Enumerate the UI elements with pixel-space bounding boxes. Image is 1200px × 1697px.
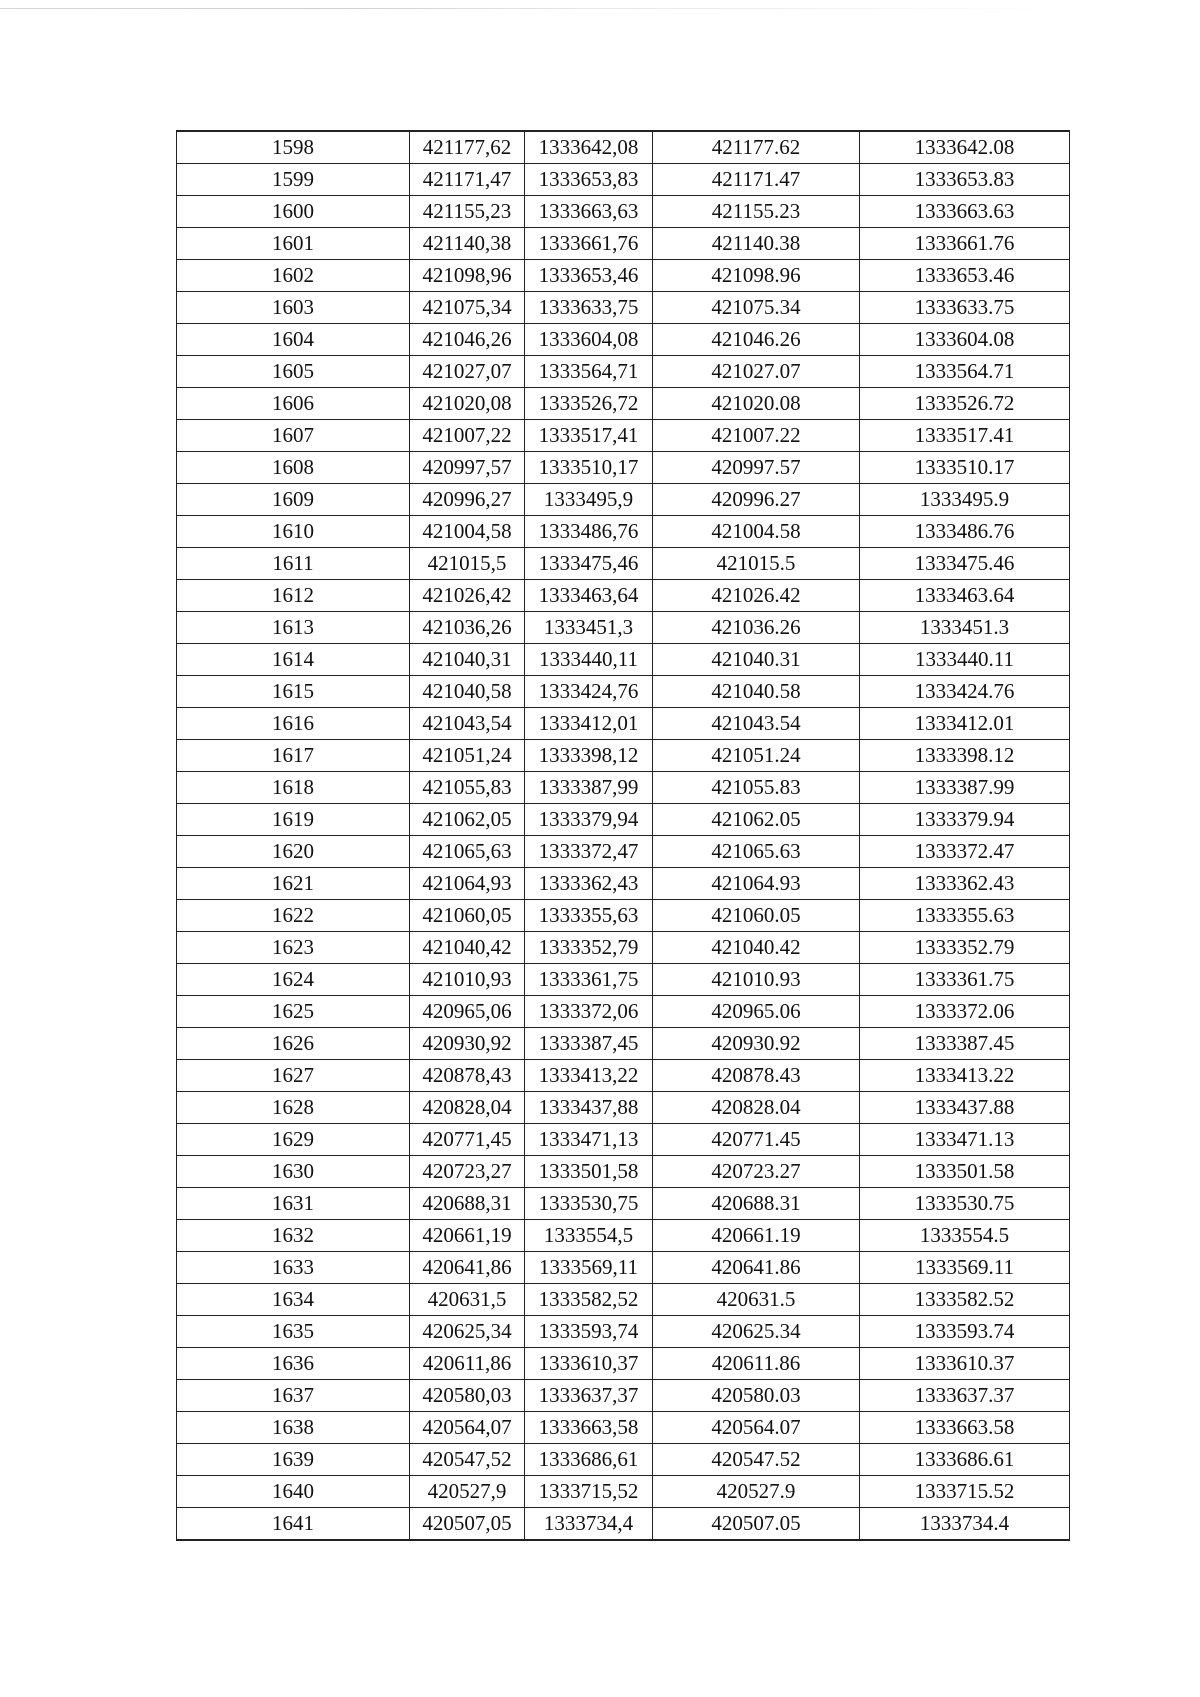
- table-row: [177, 516, 1070, 548]
- x-dot-cell: 421007.22: [653, 420, 860, 452]
- point-number-cell: 1609: [177, 484, 410, 516]
- x-comma-cell: 421155,23: [410, 196, 525, 228]
- x-dot-cell: 420527.9: [653, 1476, 860, 1508]
- y-dot-cell: 1333517.41: [860, 420, 1070, 452]
- y-comma-cell: 1333564,71: [525, 356, 653, 388]
- y-dot-cell: 1333582.52: [860, 1284, 1070, 1316]
- x-dot-cell: 420580.03: [653, 1380, 860, 1412]
- table-row: [177, 612, 1070, 644]
- point-number-cell: 1627: [177, 1060, 410, 1092]
- y-dot-cell: 1333530.75: [860, 1188, 1070, 1220]
- y-dot-cell: 1333501.58: [860, 1156, 1070, 1188]
- table-row: [177, 292, 1070, 324]
- x-comma-cell: 420580,03: [410, 1380, 525, 1412]
- x-dot-cell: 420723.27: [653, 1156, 860, 1188]
- x-dot-cell: 420625.34: [653, 1316, 860, 1348]
- x-comma-cell: 420507,05: [410, 1508, 525, 1541]
- x-comma-cell: 421051,24: [410, 740, 525, 772]
- y-comma-cell: 1333361,75: [525, 964, 653, 996]
- table-row: [177, 644, 1070, 676]
- x-comma-cell: 421046,26: [410, 324, 525, 356]
- table-row: [177, 324, 1070, 356]
- x-comma-cell: 421007,22: [410, 420, 525, 452]
- x-comma-cell: 421040,42: [410, 932, 525, 964]
- y-comma-cell: 1333486,76: [525, 516, 653, 548]
- y-comma-cell: 1333517,41: [525, 420, 653, 452]
- table-row: [177, 548, 1070, 580]
- x-dot-cell: 421075.34: [653, 292, 860, 324]
- y-comma-cell: 1333501,58: [525, 1156, 653, 1188]
- x-dot-cell: 421098.96: [653, 260, 860, 292]
- x-comma-cell: 420996,27: [410, 484, 525, 516]
- x-dot-cell: 421026.42: [653, 580, 860, 612]
- scan-artifact-line: [0, 8, 1060, 9]
- x-dot-cell: 421027.07: [653, 356, 860, 388]
- y-comma-cell: 1333582,52: [525, 1284, 653, 1316]
- table-row: [177, 1156, 1070, 1188]
- x-comma-cell: 420930,92: [410, 1028, 525, 1060]
- y-comma-cell: 1333734,4: [525, 1508, 653, 1541]
- x-dot-cell: 421155.23: [653, 196, 860, 228]
- y-dot-cell: 1333437.88: [860, 1092, 1070, 1124]
- table-row: [177, 836, 1070, 868]
- y-comma-cell: 1333653,46: [525, 260, 653, 292]
- x-comma-cell: 420723,27: [410, 1156, 525, 1188]
- x-dot-cell: 421040.58: [653, 676, 860, 708]
- x-comma-cell: 421060,05: [410, 900, 525, 932]
- x-comma-cell: 420688,31: [410, 1188, 525, 1220]
- x-dot-cell: 420771.45: [653, 1124, 860, 1156]
- y-comma-cell: 1333610,37: [525, 1348, 653, 1380]
- x-dot-cell: 420641.86: [653, 1252, 860, 1284]
- x-comma-cell: 421040,58: [410, 676, 525, 708]
- point-number-cell: 1625: [177, 996, 410, 1028]
- x-comma-cell: 421015,5: [410, 548, 525, 580]
- point-number-cell: 1607: [177, 420, 410, 452]
- y-dot-cell: 1333661.76: [860, 228, 1070, 260]
- y-dot-cell: 1333653.83: [860, 164, 1070, 196]
- y-comma-cell: 1333593,74: [525, 1316, 653, 1348]
- y-dot-cell: 1333564.71: [860, 356, 1070, 388]
- x-dot-cell: 420688.31: [653, 1188, 860, 1220]
- point-number-cell: 1637: [177, 1380, 410, 1412]
- x-comma-cell: 421140,38: [410, 228, 525, 260]
- y-comma-cell: 1333463,64: [525, 580, 653, 612]
- y-comma-cell: 1333653,83: [525, 164, 653, 196]
- y-dot-cell: 1333362.43: [860, 868, 1070, 900]
- point-number-cell: 1610: [177, 516, 410, 548]
- table-row: [177, 676, 1070, 708]
- table-row: [177, 131, 1070, 164]
- y-comma-cell: 1333437,88: [525, 1092, 653, 1124]
- x-dot-cell: 421177.62: [653, 131, 860, 164]
- y-dot-cell: 1333593.74: [860, 1316, 1070, 1348]
- y-comma-cell: 1333412,01: [525, 708, 653, 740]
- x-dot-cell: 421065.63: [653, 836, 860, 868]
- y-comma-cell: 1333604,08: [525, 324, 653, 356]
- y-dot-cell: 1333526.72: [860, 388, 1070, 420]
- point-number-cell: 1612: [177, 580, 410, 612]
- table-row: [177, 196, 1070, 228]
- table-row: [177, 1252, 1070, 1284]
- y-dot-cell: 1333610.37: [860, 1348, 1070, 1380]
- point-number-cell: 1633: [177, 1252, 410, 1284]
- x-comma-cell: 420564,07: [410, 1412, 525, 1444]
- point-number-cell: 1614: [177, 644, 410, 676]
- y-dot-cell: 1333387.45: [860, 1028, 1070, 1060]
- table-row: [177, 1220, 1070, 1252]
- x-dot-cell: 421051.24: [653, 740, 860, 772]
- point-number-cell: 1636: [177, 1348, 410, 1380]
- y-comma-cell: 1333663,63: [525, 196, 653, 228]
- y-dot-cell: 1333398.12: [860, 740, 1070, 772]
- y-comma-cell: 1333637,37: [525, 1380, 653, 1412]
- table-row: [177, 1476, 1070, 1508]
- table-row: [177, 164, 1070, 196]
- x-dot-cell: 420547.52: [653, 1444, 860, 1476]
- x-comma-cell: 420997,57: [410, 452, 525, 484]
- point-number-cell: 1621: [177, 868, 410, 900]
- point-number-cell: 1628: [177, 1092, 410, 1124]
- y-comma-cell: 1333413,22: [525, 1060, 653, 1092]
- table-row: [177, 228, 1070, 260]
- point-number-cell: 1613: [177, 612, 410, 644]
- y-dot-cell: 1333471.13: [860, 1124, 1070, 1156]
- y-dot-cell: 1333475.46: [860, 548, 1070, 580]
- point-number-cell: 1602: [177, 260, 410, 292]
- x-comma-cell: 420547,52: [410, 1444, 525, 1476]
- x-dot-cell: 420965.06: [653, 996, 860, 1028]
- y-comma-cell: 1333661,76: [525, 228, 653, 260]
- y-dot-cell: 1333412.01: [860, 708, 1070, 740]
- x-dot-cell: 421062.05: [653, 804, 860, 836]
- y-dot-cell: 1333413.22: [860, 1060, 1070, 1092]
- y-dot-cell: 1333637.37: [860, 1380, 1070, 1412]
- y-dot-cell: 1333663.58: [860, 1412, 1070, 1444]
- point-number-cell: 1603: [177, 292, 410, 324]
- table-row: [177, 740, 1070, 772]
- x-dot-cell: 421015.5: [653, 548, 860, 580]
- x-dot-cell: 421055.83: [653, 772, 860, 804]
- x-comma-cell: 421055,83: [410, 772, 525, 804]
- point-number-cell: 1632: [177, 1220, 410, 1252]
- table-row: [177, 420, 1070, 452]
- y-comma-cell: 1333642,08: [525, 131, 653, 164]
- y-dot-cell: 1333663.63: [860, 196, 1070, 228]
- x-comma-cell: 421171,47: [410, 164, 525, 196]
- y-dot-cell: 1333361.75: [860, 964, 1070, 996]
- y-comma-cell: 1333372,47: [525, 836, 653, 868]
- table-row: [177, 996, 1070, 1028]
- y-comma-cell: 1333495,9: [525, 484, 653, 516]
- table-row: [177, 484, 1070, 516]
- y-dot-cell: 1333715.52: [860, 1476, 1070, 1508]
- y-dot-cell: 1333372.47: [860, 836, 1070, 868]
- point-number-cell: 1623: [177, 932, 410, 964]
- y-comma-cell: 1333475,46: [525, 548, 653, 580]
- table-row: [177, 1028, 1070, 1060]
- x-dot-cell: 421004.58: [653, 516, 860, 548]
- table-row: [177, 1124, 1070, 1156]
- y-dot-cell: 1333486.76: [860, 516, 1070, 548]
- y-comma-cell: 1333663,58: [525, 1412, 653, 1444]
- table-row: [177, 772, 1070, 804]
- y-dot-cell: 1333686.61: [860, 1444, 1070, 1476]
- y-dot-cell: 1333355.63: [860, 900, 1070, 932]
- x-dot-cell: 420631.5: [653, 1284, 860, 1316]
- y-comma-cell: 1333471,13: [525, 1124, 653, 1156]
- point-number-cell: 1634: [177, 1284, 410, 1316]
- y-dot-cell: 1333495.9: [860, 484, 1070, 516]
- x-dot-cell: 421010.93: [653, 964, 860, 996]
- y-dot-cell: 1333653.46: [860, 260, 1070, 292]
- y-comma-cell: 1333387,45: [525, 1028, 653, 1060]
- table-row: [177, 932, 1070, 964]
- y-comma-cell: 1333554,5: [525, 1220, 653, 1252]
- point-number-cell: 1631: [177, 1188, 410, 1220]
- y-dot-cell: 1333424.76: [860, 676, 1070, 708]
- x-dot-cell: 421060.05: [653, 900, 860, 932]
- y-comma-cell: 1333715,52: [525, 1476, 653, 1508]
- x-comma-cell: 421010,93: [410, 964, 525, 996]
- x-dot-cell: 420878.43: [653, 1060, 860, 1092]
- point-number-cell: 1635: [177, 1316, 410, 1348]
- y-dot-cell: 1333569.11: [860, 1252, 1070, 1284]
- point-number-cell: 1617: [177, 740, 410, 772]
- point-number-cell: 1619: [177, 804, 410, 836]
- x-comma-cell: 421075,34: [410, 292, 525, 324]
- x-comma-cell: 421043,54: [410, 708, 525, 740]
- point-number-cell: 1604: [177, 324, 410, 356]
- table-row: [177, 1188, 1070, 1220]
- point-number-cell: 1629: [177, 1124, 410, 1156]
- x-comma-cell: 420661,19: [410, 1220, 525, 1252]
- table-row: [177, 1348, 1070, 1380]
- x-comma-cell: 421098,96: [410, 260, 525, 292]
- point-number-cell: 1626: [177, 1028, 410, 1060]
- point-number-cell: 1620: [177, 836, 410, 868]
- point-number-cell: 1622: [177, 900, 410, 932]
- y-comma-cell: 1333398,12: [525, 740, 653, 772]
- coordinates-table-body: [177, 131, 1070, 1540]
- table-row: [177, 1092, 1070, 1124]
- x-comma-cell: 421026,42: [410, 580, 525, 612]
- table-row: [177, 868, 1070, 900]
- x-dot-cell: 421036.26: [653, 612, 860, 644]
- y-dot-cell: 1333379.94: [860, 804, 1070, 836]
- table-row: [177, 1412, 1070, 1444]
- coordinates-table: [176, 130, 1070, 1541]
- table-row: [177, 804, 1070, 836]
- table-row: [177, 388, 1070, 420]
- y-comma-cell: 1333352,79: [525, 932, 653, 964]
- x-comma-cell: 420625,34: [410, 1316, 525, 1348]
- x-dot-cell: 420661.19: [653, 1220, 860, 1252]
- table-row: [177, 452, 1070, 484]
- y-comma-cell: 1333569,11: [525, 1252, 653, 1284]
- y-dot-cell: 1333554.5: [860, 1220, 1070, 1252]
- x-dot-cell: 421020.08: [653, 388, 860, 420]
- x-dot-cell: 421171.47: [653, 164, 860, 196]
- x-comma-cell: 421064,93: [410, 868, 525, 900]
- point-number-cell: 1608: [177, 452, 410, 484]
- table-row: [177, 1508, 1070, 1541]
- x-dot-cell: 420611.86: [653, 1348, 860, 1380]
- x-comma-cell: 420611,86: [410, 1348, 525, 1380]
- x-comma-cell: 421177,62: [410, 131, 525, 164]
- y-comma-cell: 1333451,3: [525, 612, 653, 644]
- point-number-cell: 1641: [177, 1508, 410, 1541]
- y-comma-cell: 1333530,75: [525, 1188, 653, 1220]
- x-comma-cell: 420965,06: [410, 996, 525, 1028]
- y-dot-cell: 1333463.64: [860, 580, 1070, 612]
- table-row: [177, 708, 1070, 740]
- x-comma-cell: 421004,58: [410, 516, 525, 548]
- point-number-cell: 1600: [177, 196, 410, 228]
- x-dot-cell: 421064.93: [653, 868, 860, 900]
- x-comma-cell: 421040,31: [410, 644, 525, 676]
- point-number-cell: 1615: [177, 676, 410, 708]
- table-row: [177, 1060, 1070, 1092]
- x-dot-cell: 421040.31: [653, 644, 860, 676]
- x-dot-cell: 421040.42: [653, 932, 860, 964]
- x-comma-cell: 421062,05: [410, 804, 525, 836]
- y-dot-cell: 1333604.08: [860, 324, 1070, 356]
- x-dot-cell: 421046.26: [653, 324, 860, 356]
- table-row: [177, 1284, 1070, 1316]
- y-comma-cell: 1333362,43: [525, 868, 653, 900]
- x-comma-cell: 421020,08: [410, 388, 525, 420]
- point-number-cell: 1624: [177, 964, 410, 996]
- y-comma-cell: 1333387,99: [525, 772, 653, 804]
- x-comma-cell: 420641,86: [410, 1252, 525, 1284]
- y-dot-cell: 1333440.11: [860, 644, 1070, 676]
- x-dot-cell: 420828.04: [653, 1092, 860, 1124]
- x-comma-cell: 421065,63: [410, 836, 525, 868]
- x-comma-cell: 421027,07: [410, 356, 525, 388]
- table-row: [177, 1380, 1070, 1412]
- y-comma-cell: 1333633,75: [525, 292, 653, 324]
- y-comma-cell: 1333526,72: [525, 388, 653, 420]
- x-dot-cell: 420930.92: [653, 1028, 860, 1060]
- x-dot-cell: 420507.05: [653, 1508, 860, 1541]
- point-number-cell: 1605: [177, 356, 410, 388]
- y-comma-cell: 1333440,11: [525, 644, 653, 676]
- x-comma-cell: 420771,45: [410, 1124, 525, 1156]
- y-dot-cell: 1333734.4: [860, 1508, 1070, 1541]
- table-row: [177, 260, 1070, 292]
- x-comma-cell: 420527,9: [410, 1476, 525, 1508]
- point-number-cell: 1630: [177, 1156, 410, 1188]
- point-number-cell: 1606: [177, 388, 410, 420]
- table-row: [177, 1444, 1070, 1476]
- x-comma-cell: 421036,26: [410, 612, 525, 644]
- y-dot-cell: 1333510.17: [860, 452, 1070, 484]
- y-dot-cell: 1333387.99: [860, 772, 1070, 804]
- y-dot-cell: 1333451.3: [860, 612, 1070, 644]
- y-comma-cell: 1333355,63: [525, 900, 653, 932]
- y-dot-cell: 1333352.79: [860, 932, 1070, 964]
- point-number-cell: 1611: [177, 548, 410, 580]
- point-number-cell: 1598: [177, 131, 410, 164]
- table-row: [177, 900, 1070, 932]
- table-row: [177, 964, 1070, 996]
- x-dot-cell: 420997.57: [653, 452, 860, 484]
- point-number-cell: 1640: [177, 1476, 410, 1508]
- x-dot-cell: 420564.07: [653, 1412, 860, 1444]
- table-row: [177, 1316, 1070, 1348]
- y-dot-cell: 1333642.08: [860, 131, 1070, 164]
- point-number-cell: 1638: [177, 1412, 410, 1444]
- table-row: [177, 356, 1070, 388]
- y-comma-cell: 1333510,17: [525, 452, 653, 484]
- x-comma-cell: 420878,43: [410, 1060, 525, 1092]
- x-comma-cell: 420631,5: [410, 1284, 525, 1316]
- y-comma-cell: 1333379,94: [525, 804, 653, 836]
- y-dot-cell: 1333372.06: [860, 996, 1070, 1028]
- y-comma-cell: 1333424,76: [525, 676, 653, 708]
- x-dot-cell: 421140.38: [653, 228, 860, 260]
- x-dot-cell: 420996.27: [653, 484, 860, 516]
- x-dot-cell: 421043.54: [653, 708, 860, 740]
- y-comma-cell: 1333372,06: [525, 996, 653, 1028]
- y-dot-cell: 1333633.75: [860, 292, 1070, 324]
- table-row: [177, 580, 1070, 612]
- point-number-cell: 1618: [177, 772, 410, 804]
- point-number-cell: 1616: [177, 708, 410, 740]
- point-number-cell: 1599: [177, 164, 410, 196]
- point-number-cell: 1601: [177, 228, 410, 260]
- x-comma-cell: 420828,04: [410, 1092, 525, 1124]
- y-comma-cell: 1333686,61: [525, 1444, 653, 1476]
- point-number-cell: 1639: [177, 1444, 410, 1476]
